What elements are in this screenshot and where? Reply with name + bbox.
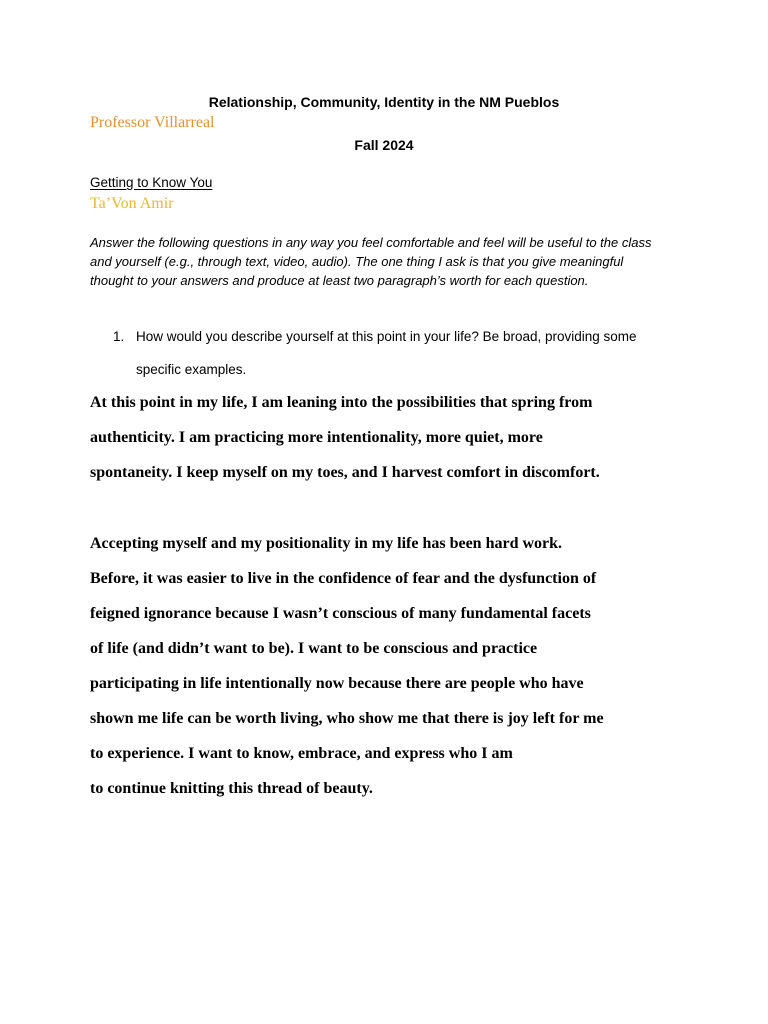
answer-line: to continue knitting this thread of beauty.: [90, 780, 373, 797]
answer-line: of life (and didn’t want to be). I want to be conscious and practice: [90, 640, 538, 657]
instructions-text: Answer the following questions in any way you feel comfortable and feel will be useful to the class and yourself (e.g., through text, video, audio). The one thing I ask is that you give meaningful thought to your answers and produce at least two paragraph’s worth for each question.: [90, 235, 652, 288]
student-name: Ta’Von Amir: [90, 195, 174, 212]
question-number: 1.: [113, 329, 125, 344]
answer-line: participating in life intentionally now because there are people who have: [90, 675, 584, 692]
document-title: Relationship, Community, Identity in the NM Pueblos: [208, 94, 560, 110]
question-text: How would you describe yourself at this point in your life? Be broad, providing some specific examples.: [136, 329, 637, 377]
term-label: Fall 2024: [354, 137, 414, 153]
answer-line: At this point in my life, I am leaning into the possibilities that spring from: [90, 394, 593, 411]
answer-paragraph: [90, 385, 690, 490]
answer-line: shown me life can be worth living, who show me that there is joy left for me: [90, 710, 604, 727]
answer-line: feigned ignorance because I wasn’t conscious of many fundamental facets: [90, 605, 591, 622]
answer-line: spontaneity. I keep myself on my toes, and I harvest comfort in discomfort.: [90, 464, 600, 481]
professor-name: Professor Villarreal: [90, 114, 215, 131]
answer-line: to experience. I want to know, embrace, and express who I am: [90, 745, 513, 762]
answer-paragraph: [90, 526, 690, 806]
answer-line: Accepting myself and my positionality in my life has been hard work.: [90, 535, 563, 552]
answer-line: Before, it was easier to live in the confidence of fear and the dysfunction of: [90, 570, 597, 587]
section-heading: Getting to Know You: [90, 175, 213, 190]
answer-line: authenticity. I am practicing more intentionality, more quiet, more: [90, 429, 543, 446]
